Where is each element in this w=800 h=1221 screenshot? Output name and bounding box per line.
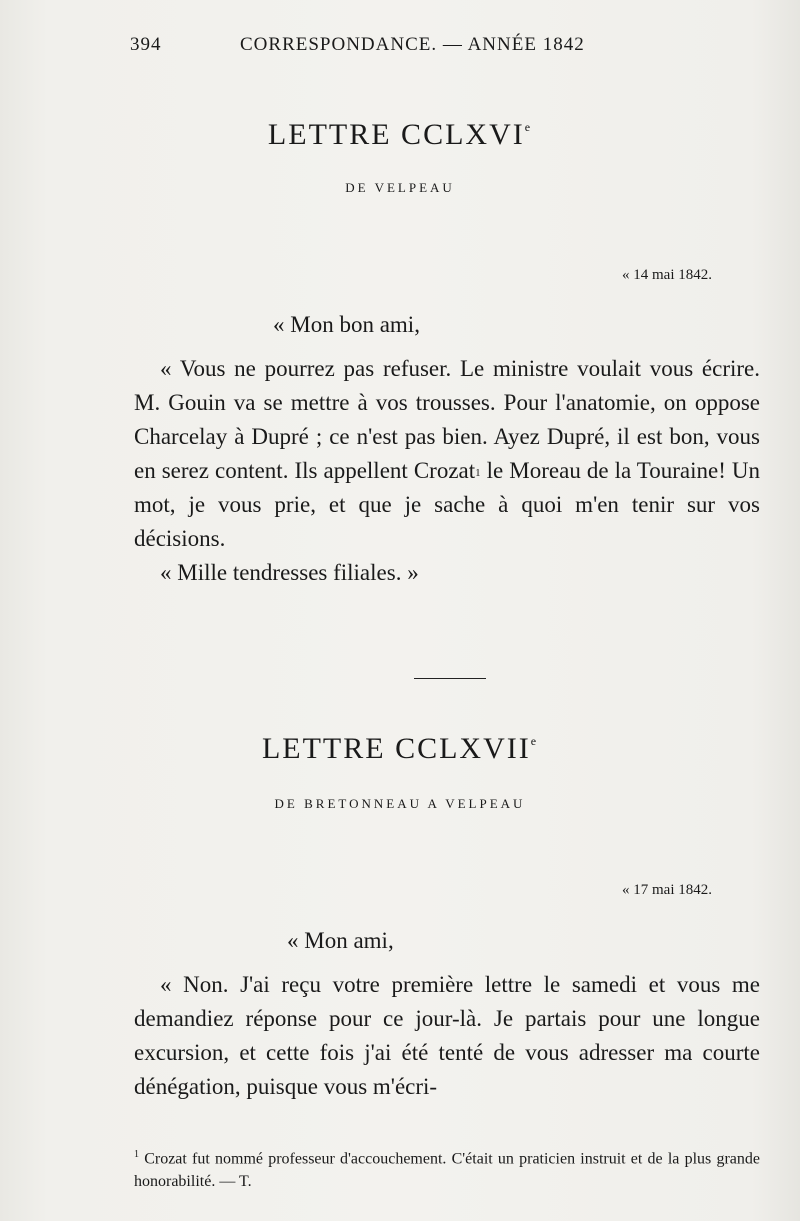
letter-title-sup: e <box>524 120 533 134</box>
letter-salutation: « Mon bon ami, <box>273 312 420 337</box>
paragraph-text: le Moreau de la Touraine! Un mot, je vous prie, et que je sache à quoi m'en tenir sur vos décisions. <box>134 458 760 551</box>
letter-title-sup: e <box>530 734 539 748</box>
letter-paragraph <box>134 352 760 556</box>
running-header <box>130 34 760 56</box>
letter-body <box>134 968 760 1104</box>
footnote-text: Crozat fut nommé professeur d'accouchement. C'était un praticien instruit et de la plus grande honorabilité. — T. <box>134 1150 760 1191</box>
running-title: CORRESPONDANCE. — ANNÉE 1842 <box>240 34 585 55</box>
section-divider <box>414 678 486 679</box>
letter-title <box>0 118 800 152</box>
letter-date: « 17 mai 1842. <box>622 882 712 898</box>
page-number: 394 <box>130 34 162 55</box>
footnote-reference: 1 <box>475 467 481 479</box>
paragraph-text: « Vous ne pourrez pas refuser. Le ministre voulait vous écrire. M. Gouin va se mettre à vos trousses. Pour l'anatomie, on oppose Charcelay à Dupré ; ce n'est pas bien. Ayez Dupré, il est bon, vous en serez content. Ils appellent Crozat <box>134 356 760 483</box>
letter-paragraph: « Non. J'ai reçu votre première lettre le samedi et vous me demandiez réponse pour ce jour-là. Je partais pour une longue excursion, et cette fois j'ai été tenté de vous adresser ma courte dénégation, puisque vous m'écri- <box>134 972 760 1099</box>
letter-title-text: LETTRE CCLXVII <box>261 732 531 765</box>
letter-body <box>134 352 760 590</box>
footnote <box>134 1143 760 1193</box>
letter-author: DE BRETONNEAU A VELPEAU <box>274 796 526 811</box>
letter-salutation: « Mon ami, <box>287 928 394 953</box>
letter-title-text: LETTRE CCLXVI <box>267 118 525 151</box>
letter-closing: « Mille tendresses filiales. » <box>160 560 419 585</box>
letter-title <box>0 732 800 766</box>
letter-date: « 14 mai 1842. <box>622 267 712 283</box>
letter-author: DE VELPEAU <box>345 180 455 195</box>
footnote-marker: 1 <box>134 1149 139 1160</box>
